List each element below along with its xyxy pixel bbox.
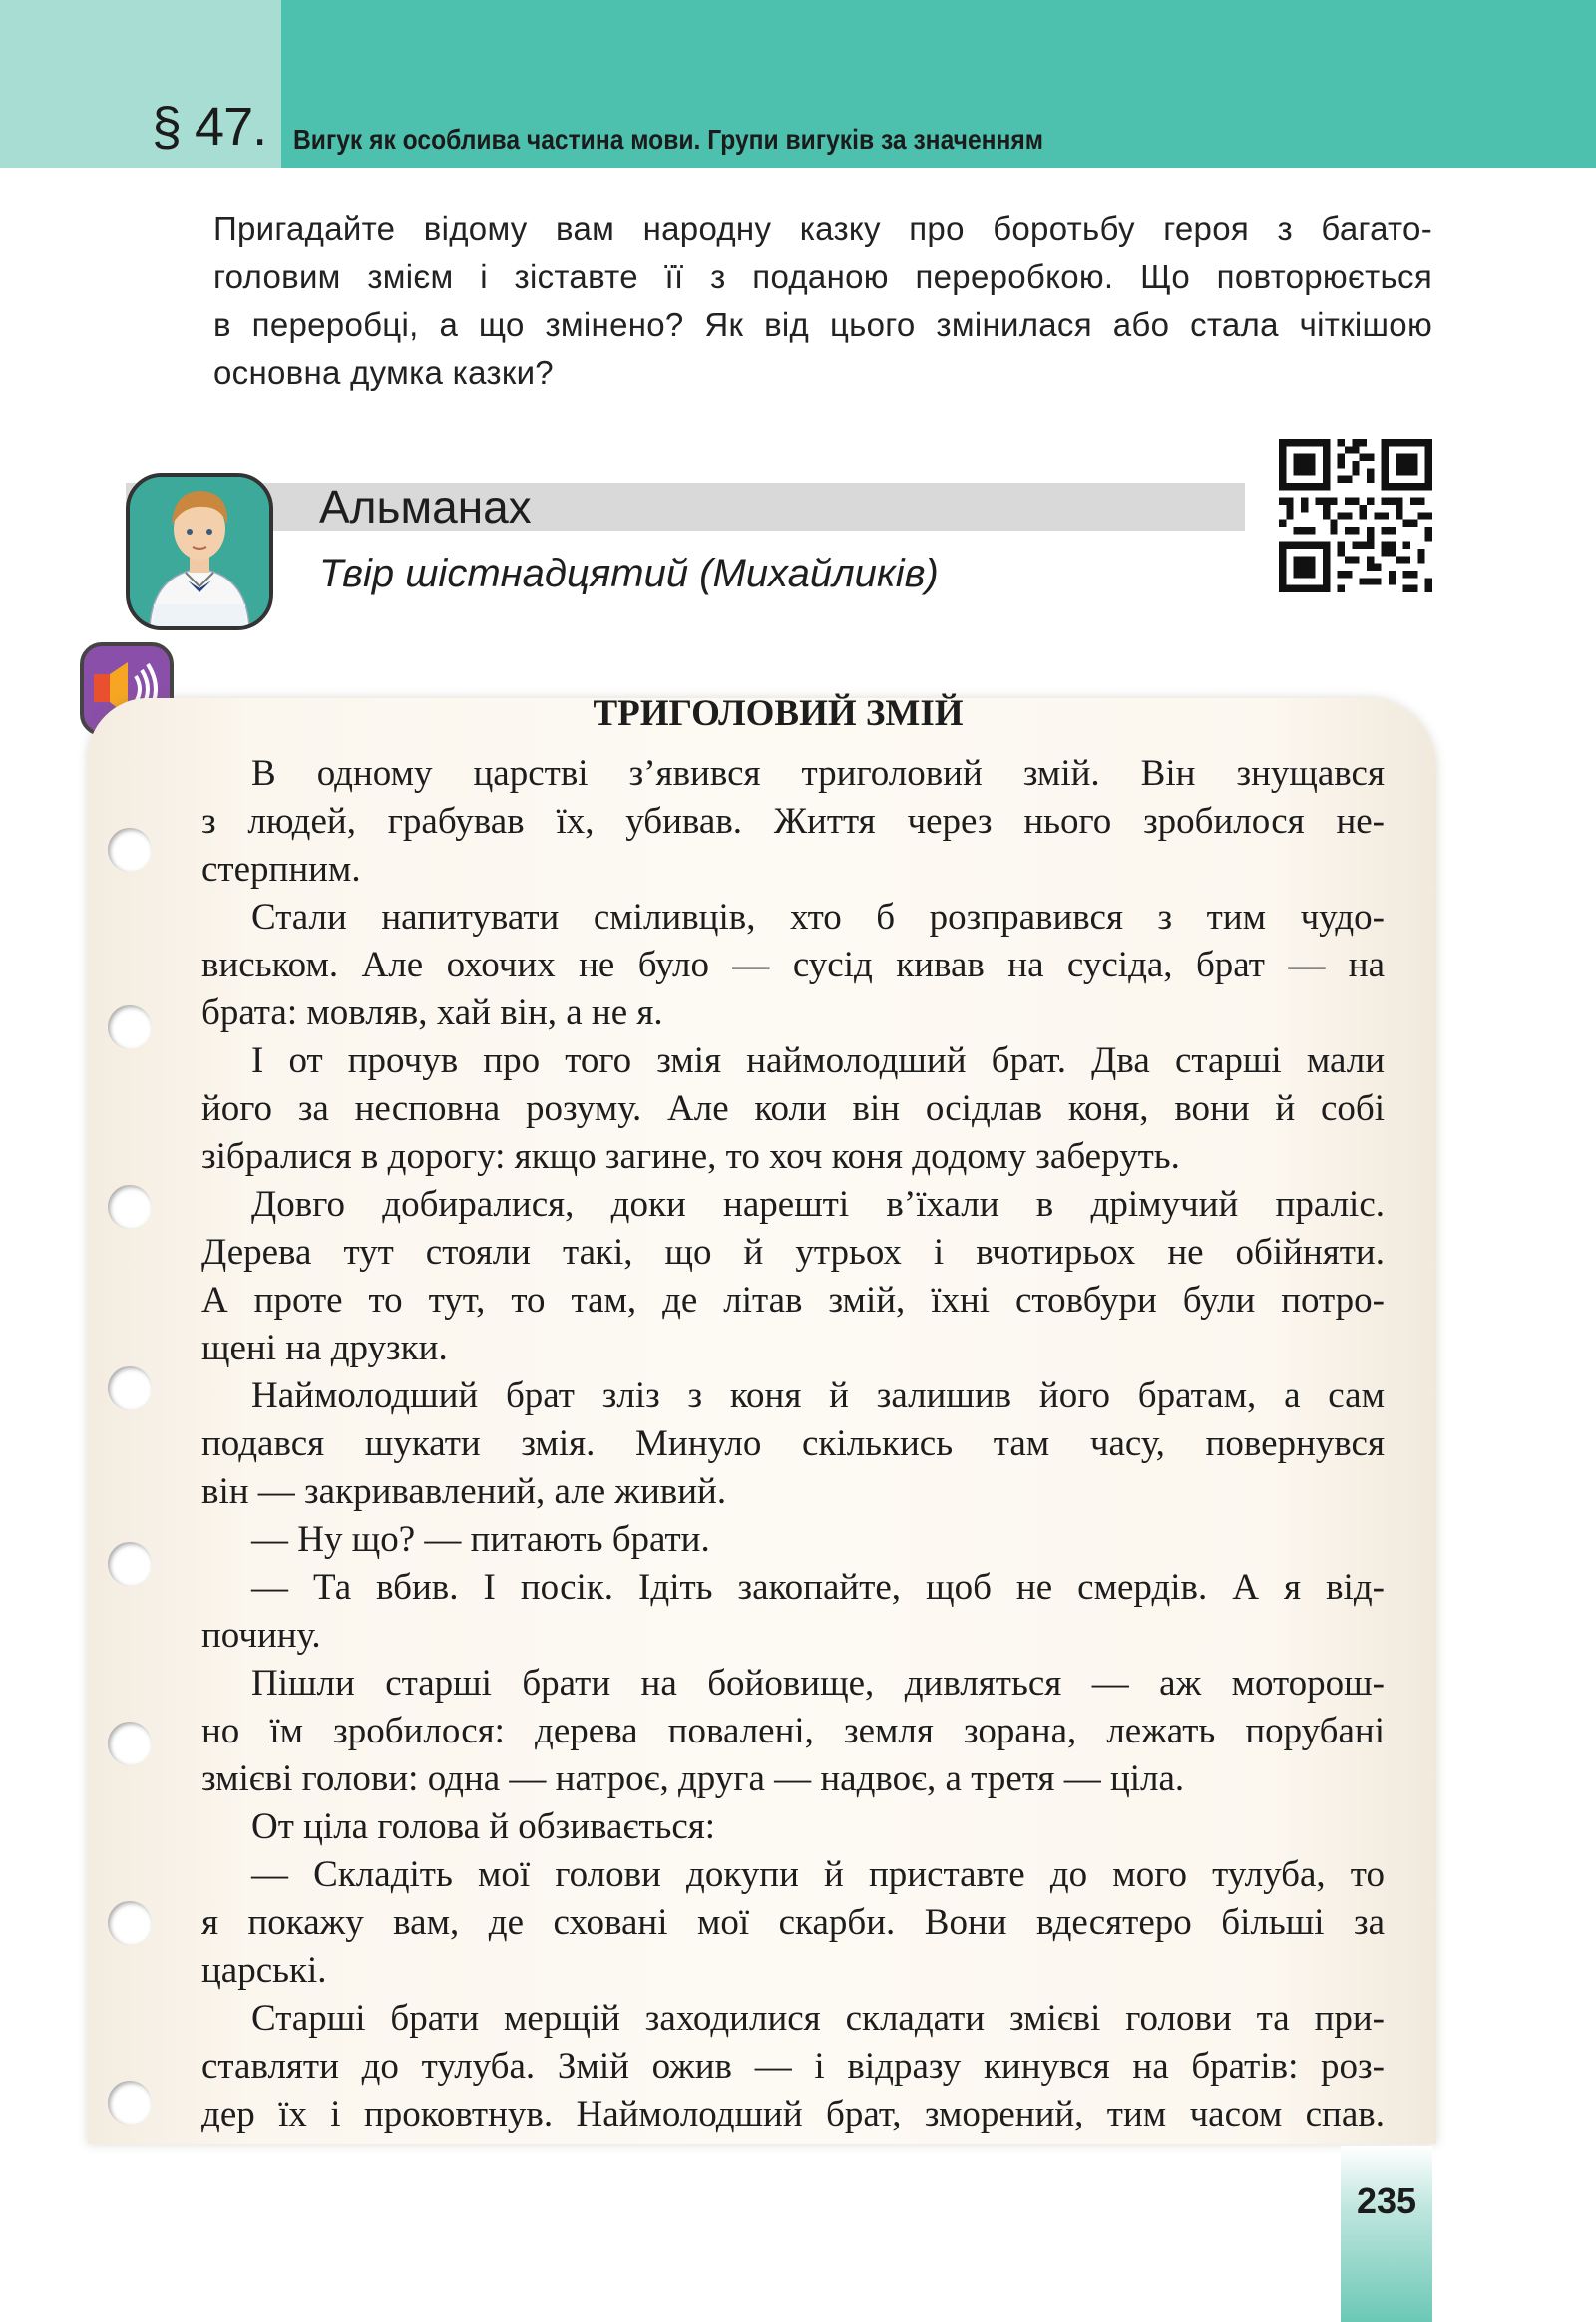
page-number: 235 [1356, 2180, 1417, 2221]
story-line: Пішли старші брати на бойовище, дивляться — аж моторош- [251, 1663, 1385, 1704]
story-line: подався шукати змія. Минуло скількись там часу, повернувся [201, 1423, 1385, 1464]
story-line: Довго добиралися, доки нарешті в’їхали в дрімучий праліс. [251, 1184, 1385, 1225]
story-line: Дерева тут стояли такі, що й утрьох і вчотирьох не обійняти. [201, 1232, 1385, 1273]
story-line: но їм зробилося: дерева повалені, земля зорана, лежать порубані [201, 1711, 1385, 1751]
section-number: § 47. [152, 97, 267, 157]
story-line: зібралися в дорогу: якщо загине, то хоч коня додому заберуть. [201, 1136, 1180, 1177]
story-line: В одному царстві з’явився триголовий змій. Він знущався [251, 753, 1385, 794]
intro-line: Пригадайте відому вам народну казку про боротьбу героя з багато- [213, 210, 1432, 247]
story-line: Старші брати мерщій заходилися складати змієві голови та при- [251, 1998, 1385, 2039]
story-line: — Ну що? — питають брати. [251, 1519, 710, 1560]
intro-line: в переробці, а що змінено? Як від цього змінилася або стала чіткішою [213, 306, 1432, 343]
story-line: змієві голови: одна — натроє, друга — надвоє, а третя — ціла. [201, 1758, 1185, 1799]
story-line: почину. [201, 1615, 321, 1656]
story-line: його за несповна розуму. Але коли він осідлав коня, вони й собі [201, 1088, 1385, 1129]
story-line: я покажу вам, де сховані мої скарби. Вони вдесятеро більші за [201, 1902, 1385, 1943]
almanac-heading-bar [126, 483, 1245, 531]
story-text [201, 750, 1385, 2138]
almanac-subtitle: Твір шістнадцятий (Михайликів) [319, 552, 939, 595]
story-line: А проте то тут, то там, де літав змій, їхні стовбури були потро- [201, 1280, 1385, 1321]
story-line: — Та вбив. І посік. Ідіть закопайте, щоб не смердів. А я від- [251, 1567, 1385, 1608]
binder-hole [108, 1901, 152, 1945]
story-line: Стали напитувати сміливців, хто б розправився з тим чудо- [251, 897, 1385, 938]
story-line: щені на друзки. [201, 1328, 448, 1368]
binder-hole [108, 1185, 152, 1229]
binder-hole [108, 828, 152, 872]
story-line: виськом. Але охочих не було — сусід кивав на сусіда, брат — на [201, 945, 1385, 985]
story-line: ставляти до тулуба. Змій ожив — і відразу кинувся на братів: роз- [201, 2046, 1385, 2087]
story-line: брата: мовляв, хай він, а не я. [201, 992, 663, 1033]
story-line: І от прочув про того змія наймолодший брат. Два старші мали [251, 1040, 1385, 1081]
intro-line: основна думка казки? [213, 354, 554, 391]
story-line: От ціла голова й обзивається: [251, 1806, 716, 1847]
intro-line: головим змієм і зіставте її з поданою переробкою. Що повторюється [213, 258, 1432, 295]
page-number-tab [1341, 2146, 1432, 2322]
binder-hole [108, 2081, 152, 2125]
intro-question [213, 205, 1432, 397]
binder-hole [108, 1542, 152, 1586]
story-line: він — закривавлений, але живий. [201, 1471, 727, 1512]
story-line: — Складіть мої голови докупи й приставте до мого тулуба, то [251, 1854, 1385, 1895]
story-line: царські. [201, 1950, 327, 1991]
binder-hole [108, 1005, 152, 1049]
story-line: дер їх і проковтнув. Наймолодший брат, зморений, тим часом спав. [201, 2094, 1385, 2134]
boy-portrait-icon [126, 473, 273, 630]
story-line: Наймолодший брат зліз з коня й залишив його братам, а сам [251, 1375, 1385, 1416]
story-line: з людей, грабував їх, убивав. Життя через нього зробилося не- [201, 801, 1385, 842]
section-title: Вигук як особлива частина мови. Групи вигуків за значенням [293, 124, 1044, 155]
story-title: ТРИГОЛОВИЙ ЗМІЙ [593, 693, 964, 734]
story-line: стерпним. [201, 849, 361, 890]
binder-hole [108, 1366, 152, 1410]
binder-hole [108, 1722, 152, 1765]
almanac-title: Альманах [319, 481, 532, 533]
qr-code-icon[interactable] [1279, 439, 1432, 592]
